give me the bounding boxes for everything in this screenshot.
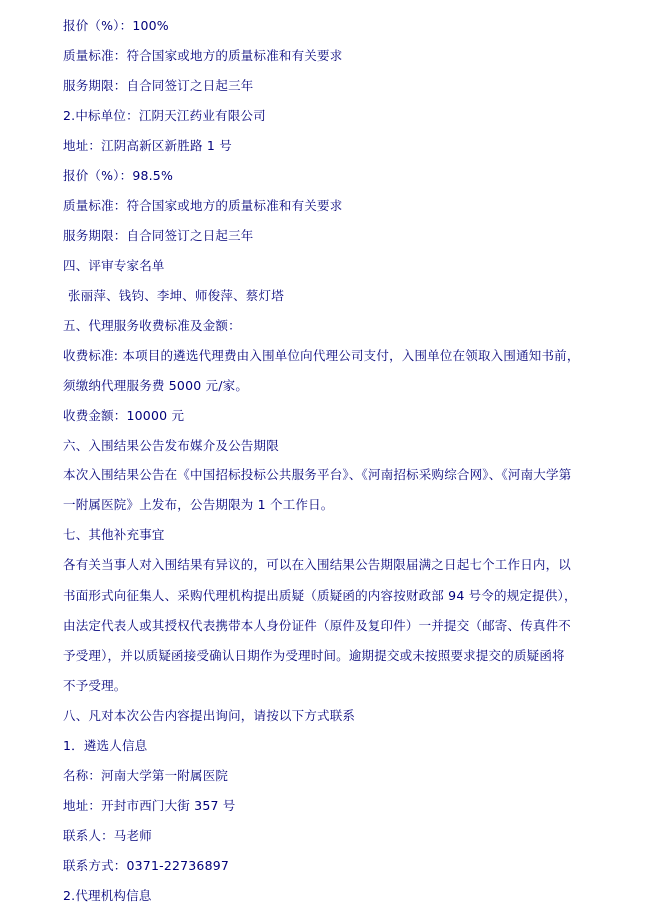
text-line: 张丽萍、钱钧、李坤、师俊萍、蔡灯塔 (68, 288, 284, 303)
text-line: 收费标准: 本项目的遴选代理费由入围单位向代理公司支付，入围单位在领取入围通知书前， (63, 348, 580, 363)
text-line: 一附属医院》上发布，公告期限为 1 个工作日。 (63, 497, 334, 512)
text-line: 收费金额：10000 元 (63, 408, 185, 423)
section-heading: 八、凡对本次公告内容提出询问，请按以下方式联系 (63, 708, 356, 723)
section-heading: 四、评审专家名单 (63, 258, 165, 273)
text-line: 名称：河南大学第一附属医院 (63, 768, 229, 783)
text-line: 报价（%）：98.5% (63, 168, 174, 183)
text-line: 各有关当事人对入围结果有异议的，可以在入围结果公告期限届满之日起七个工作日内，以 (63, 557, 572, 572)
text-line: 质量标准：符合国家或地方的质量标准和有关要求 (63, 48, 343, 63)
text-line: 联系方式：0371-22736897 (63, 858, 230, 873)
text-line: 报价（%）：100% (63, 18, 169, 33)
text-line: 书面形式向征集人、采购代理机构提出质疑（质疑函的内容按财政部 94 号令的规定提供）， (63, 588, 577, 603)
text-line: 不予受理。 (63, 678, 127, 693)
text-line: 2.代理机构信息 (63, 888, 152, 903)
section-heading: 七、其他补充事宜 (63, 527, 165, 542)
text-line: 予受理），并以质疑函接受确认日期作为受理时间。逾期提交或未按照要求提交的质疑函将 (63, 648, 565, 663)
text-line: 服务期限：自合同签订之日起三年 (63, 78, 254, 93)
text-line: 服务期限：自合同签订之日起三年 (63, 228, 254, 243)
section-heading: 五、代理服务收费标准及金额： (63, 318, 241, 333)
text-line: 地址：江阴高新区新胜路 1 号 (63, 138, 232, 153)
text-line: 联系人：马老师 (63, 828, 152, 843)
text-line: 2.中标单位：江阴天江药业有限公司 (63, 108, 266, 123)
text-line: 本次入围结果公告在《中国招标投标公共服务平台》、《河南招标采购综合网》、《河南大学第 (63, 467, 572, 482)
section-heading: 六、入围结果公告发布媒介及公告期限 (63, 438, 279, 453)
text-line: 1．遴选人信息 (63, 738, 148, 753)
text-line: 须缴纳代理服务费 5000 元/家。 (63, 378, 249, 393)
text-line: 地址：开封市西门大街 357 号 (63, 798, 236, 813)
text-line: 由法定代表人或其授权代表携带本人身份证件（原件及复印件）一并提交（邮寄、传真件不 (63, 618, 572, 633)
text-line: 质量标准：符合国家或地方的质量标准和有关要求 (63, 198, 343, 213)
